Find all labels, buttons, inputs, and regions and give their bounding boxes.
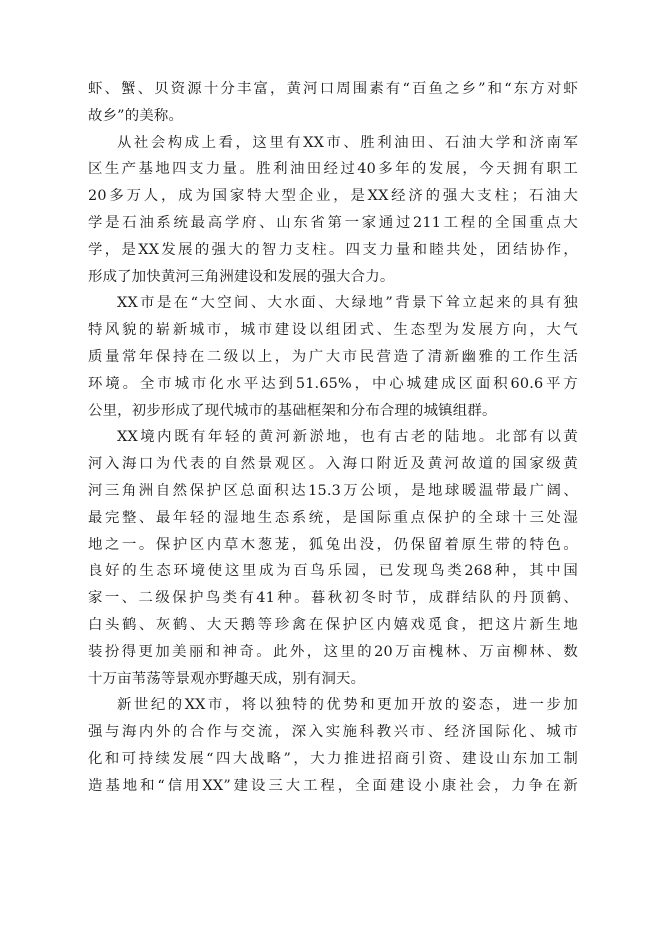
text-line: 20多万人，成为国家特大型企业，是XX经济的强大支柱；石油大: [88, 188, 578, 205]
paragraph-1: [88, 76, 578, 130]
text-line: 学是石油系统最高学府、山东省第一家通过211工程的全国重点大: [88, 214, 578, 231]
text-line: 地之一。保护区内草木葱茏，狐兔出没，仍保留着原生带的特色。: [88, 536, 578, 553]
text-line: 从社会构成上看，这里有XX市、胜利油田、石油大学和济南军: [117, 134, 578, 151]
text-line: 强与海内外的合作与交流，深入实施科教兴市、经济国际化、城市: [88, 724, 578, 741]
text-line: 学，是XX发展的强大的智力支柱。四支力量和睦共处，团结协作，: [88, 241, 578, 258]
text-line: 区生产基地四支力量。胜利油田经过40多年的发展，今天拥有职工: [88, 161, 578, 178]
text-line: 最完整、最年轻的湿地生态系统，是国际重点保护的全球十三处湿: [88, 509, 578, 526]
text-line: XX境内既有年轻的黄河新淤地，也有古老的陆地。北部有以黄: [117, 429, 578, 446]
document-body: [88, 76, 578, 800]
text-line: 公里，初步形成了现代城市的基础框架和分布合理的城镇组群。: [88, 402, 497, 419]
text-line: 装扮得更加美丽和神奇。此外，这里的20万亩槐林、万亩柳林、数: [88, 643, 578, 660]
text-line: 环境。全市城市化水平达到51.65%，中心城建成区面积60.6平方: [88, 375, 578, 392]
text-line: 故乡”的美称。: [88, 107, 184, 124]
text-line: 河入海口为代表的自然景观区。入海口附近及黄河故道的国家级黄: [88, 456, 578, 473]
text-line: 家一、二级保护鸟类有41种。暮秋初冬时节，成群结队的丹顶鹤、: [88, 590, 578, 607]
text-line: 化和可持续发展“四大战略”，大力推进招商引资、建设山东加工制: [88, 750, 578, 767]
paragraph-4: [88, 424, 578, 692]
paragraph-3: [88, 290, 578, 424]
text-line: 造基地和“信用XX”建设三大工程，全面建设小康社会，力争在新: [88, 777, 578, 794]
paragraph-2: [88, 130, 578, 291]
paragraph-5: [88, 692, 578, 799]
text-line: 特风貌的崭新城市，城市建设以组团式、生态型为发展方向，大气: [88, 322, 578, 339]
text-line: 白头鹤、灰鹤、大天鹅等珍禽在保护区内嬉戏觅食，把这片新生地: [88, 616, 578, 633]
text-line: 新世纪的XX市，将以独特的优势和更加开放的姿态，进一步加: [117, 697, 578, 714]
text-line: 十万亩苇荡等景观亦野趣天成，别有洞天。: [88, 670, 366, 687]
text-line: 质量常年保持在二级以上，为广大市民营造了清新幽雅的工作生活: [88, 348, 578, 365]
text-line: 虾、蟹、贝资源十分丰富，黄河口周围素有“百鱼之乡”和“东方对虾: [88, 81, 578, 97]
text-line: 形成了加快黄河三角洲建设和发展的强大合力。: [88, 268, 395, 285]
text-line: 良好的生态环境使这里成为百鸟乐园，已发现鸟类268种，其中国: [88, 563, 578, 580]
text-line: XX市是在“大空间、大水面、大绿地”背景下耸立起来的具有独: [117, 295, 578, 312]
text-line: 河三角洲自然保护区总面积达15.3万公顷，是地球暖温带最广阔、: [88, 482, 578, 499]
